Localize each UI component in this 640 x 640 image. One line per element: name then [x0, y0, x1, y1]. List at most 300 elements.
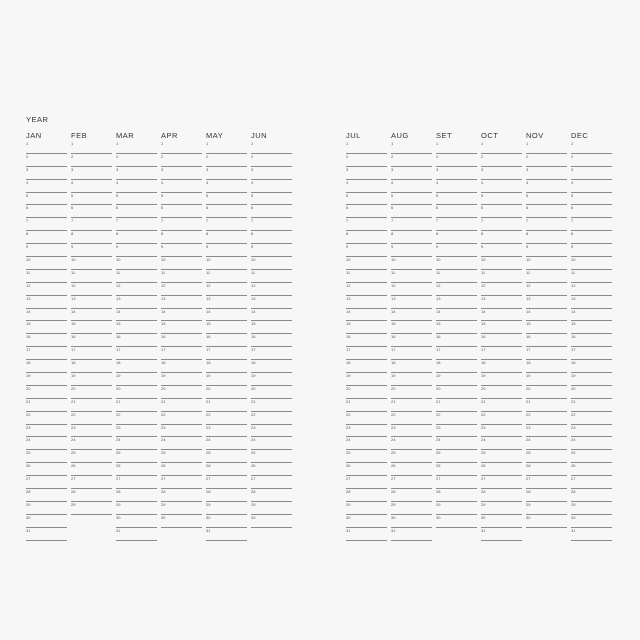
day-row[interactable] — [571, 399, 612, 412]
day-row[interactable] — [346, 167, 387, 180]
day-row[interactable] — [71, 502, 112, 515]
day-row[interactable] — [571, 205, 612, 218]
day-row[interactable] — [161, 257, 202, 270]
day-row[interactable] — [481, 193, 522, 206]
day-row[interactable] — [391, 425, 432, 438]
day-row[interactable] — [251, 154, 292, 167]
day-row[interactable] — [481, 309, 522, 322]
day-row[interactable] — [161, 334, 202, 347]
day-row[interactable] — [161, 141, 202, 154]
day-row[interactable] — [26, 205, 67, 218]
day-row[interactable] — [206, 360, 247, 373]
day-row[interactable] — [116, 321, 157, 334]
day-row[interactable] — [481, 334, 522, 347]
day-row[interactable] — [71, 244, 112, 257]
day-row[interactable] — [391, 270, 432, 283]
day-row[interactable] — [161, 154, 202, 167]
day-row[interactable] — [481, 450, 522, 463]
day-row[interactable] — [481, 180, 522, 193]
day-row[interactable] — [251, 399, 292, 412]
day-row[interactable] — [526, 205, 567, 218]
day-row[interactable] — [116, 244, 157, 257]
day-row[interactable] — [161, 476, 202, 489]
day-row[interactable] — [571, 309, 612, 322]
day-row[interactable] — [251, 309, 292, 322]
day-row[interactable] — [26, 476, 67, 489]
day-row[interactable] — [26, 399, 67, 412]
day-row[interactable] — [526, 270, 567, 283]
day-row[interactable] — [71, 270, 112, 283]
day-row[interactable] — [161, 321, 202, 334]
day-row[interactable] — [346, 296, 387, 309]
day-row[interactable] — [436, 321, 477, 334]
day-row[interactable] — [481, 154, 522, 167]
day-row[interactable] — [571, 257, 612, 270]
day-row[interactable] — [71, 489, 112, 502]
day-row[interactable] — [571, 244, 612, 257]
day-row[interactable] — [571, 141, 612, 154]
day-row[interactable] — [346, 231, 387, 244]
day-row[interactable] — [481, 463, 522, 476]
day-row[interactable] — [346, 528, 387, 541]
day-row[interactable] — [346, 502, 387, 515]
day-row[interactable] — [571, 218, 612, 231]
day-row[interactable] — [391, 205, 432, 218]
day-row[interactable] — [206, 141, 247, 154]
day-row[interactable] — [481, 244, 522, 257]
day-row[interactable] — [346, 154, 387, 167]
day-row[interactable] — [116, 528, 157, 541]
day-row[interactable] — [391, 167, 432, 180]
day-row[interactable] — [571, 463, 612, 476]
day-row[interactable] — [71, 334, 112, 347]
day-row[interactable] — [391, 463, 432, 476]
day-row[interactable] — [436, 283, 477, 296]
day-row[interactable] — [391, 321, 432, 334]
day-row[interactable] — [251, 334, 292, 347]
day-row[interactable] — [26, 180, 67, 193]
day-row[interactable] — [116, 154, 157, 167]
day-row[interactable] — [161, 489, 202, 502]
day-row[interactable] — [571, 476, 612, 489]
day-row[interactable] — [526, 412, 567, 425]
day-row[interactable] — [206, 154, 247, 167]
day-row[interactable] — [571, 489, 612, 502]
day-row[interactable] — [116, 193, 157, 206]
day-row[interactable] — [391, 154, 432, 167]
day-row[interactable] — [436, 425, 477, 438]
day-row[interactable] — [571, 347, 612, 360]
day-row[interactable] — [436, 386, 477, 399]
day-row[interactable] — [251, 373, 292, 386]
day-row[interactable] — [571, 386, 612, 399]
day-row[interactable] — [116, 476, 157, 489]
day-row[interactable] — [26, 373, 67, 386]
day-row[interactable] — [571, 373, 612, 386]
day-row[interactable] — [26, 412, 67, 425]
day-row[interactable] — [571, 283, 612, 296]
day-row[interactable] — [251, 167, 292, 180]
day-row[interactable] — [26, 347, 67, 360]
day-row[interactable] — [526, 347, 567, 360]
day-row[interactable] — [71, 412, 112, 425]
day-row[interactable] — [391, 334, 432, 347]
day-row[interactable] — [526, 154, 567, 167]
day-row[interactable] — [481, 502, 522, 515]
day-row[interactable] — [251, 476, 292, 489]
day-row[interactable] — [526, 425, 567, 438]
day-row[interactable] — [161, 309, 202, 322]
day-row[interactable] — [481, 167, 522, 180]
day-row[interactable] — [391, 399, 432, 412]
day-row[interactable] — [206, 205, 247, 218]
day-row[interactable] — [71, 231, 112, 244]
day-row[interactable] — [116, 257, 157, 270]
day-row[interactable] — [26, 334, 67, 347]
day-row[interactable] — [481, 412, 522, 425]
day-row[interactable] — [346, 360, 387, 373]
day-row[interactable] — [526, 437, 567, 450]
day-row[interactable] — [391, 296, 432, 309]
day-row[interactable] — [251, 257, 292, 270]
day-row[interactable] — [481, 515, 522, 528]
day-row[interactable] — [391, 515, 432, 528]
day-row[interactable] — [116, 502, 157, 515]
day-row[interactable] — [71, 193, 112, 206]
day-row[interactable] — [346, 270, 387, 283]
day-row[interactable] — [26, 360, 67, 373]
day-row[interactable] — [161, 231, 202, 244]
day-row[interactable] — [206, 450, 247, 463]
day-row[interactable] — [116, 296, 157, 309]
day-row[interactable] — [391, 347, 432, 360]
day-row[interactable] — [526, 334, 567, 347]
day-row[interactable] — [116, 218, 157, 231]
day-row[interactable] — [436, 360, 477, 373]
day-row[interactable] — [116, 463, 157, 476]
day-row[interactable] — [26, 528, 67, 541]
day-row[interactable] — [526, 476, 567, 489]
day-row[interactable] — [571, 296, 612, 309]
day-row[interactable] — [346, 347, 387, 360]
day-row[interactable] — [391, 360, 432, 373]
day-row[interactable] — [346, 515, 387, 528]
day-row[interactable] — [161, 399, 202, 412]
day-row[interactable] — [346, 450, 387, 463]
day-row[interactable] — [436, 502, 477, 515]
day-row[interactable] — [251, 141, 292, 154]
day-row[interactable] — [526, 321, 567, 334]
day-row[interactable] — [251, 283, 292, 296]
day-row[interactable] — [71, 386, 112, 399]
day-row[interactable] — [26, 141, 67, 154]
day-row[interactable] — [571, 425, 612, 438]
day-row[interactable] — [526, 360, 567, 373]
day-row[interactable] — [26, 193, 67, 206]
day-row[interactable] — [251, 270, 292, 283]
day-row[interactable] — [391, 231, 432, 244]
day-row[interactable] — [481, 373, 522, 386]
day-row[interactable] — [391, 502, 432, 515]
day-row[interactable] — [206, 489, 247, 502]
day-row[interactable] — [206, 347, 247, 360]
day-row[interactable] — [251, 450, 292, 463]
day-row[interactable] — [206, 502, 247, 515]
day-row[interactable] — [526, 399, 567, 412]
day-row[interactable] — [206, 257, 247, 270]
day-row[interactable] — [26, 154, 67, 167]
day-row[interactable] — [251, 321, 292, 334]
day-row[interactable] — [526, 386, 567, 399]
day-row[interactable] — [71, 425, 112, 438]
day-row[interactable] — [71, 476, 112, 489]
day-row[interactable] — [526, 257, 567, 270]
day-row[interactable] — [436, 489, 477, 502]
day-row[interactable] — [161, 515, 202, 528]
day-row[interactable] — [526, 218, 567, 231]
day-row[interactable] — [346, 218, 387, 231]
day-row[interactable] — [571, 528, 612, 541]
day-row[interactable] — [436, 450, 477, 463]
day-row[interactable] — [71, 373, 112, 386]
day-row[interactable] — [391, 476, 432, 489]
day-row[interactable] — [346, 412, 387, 425]
day-row[interactable] — [26, 283, 67, 296]
day-row[interactable] — [436, 231, 477, 244]
day-row[interactable] — [71, 141, 112, 154]
day-row[interactable] — [161, 502, 202, 515]
day-row[interactable] — [206, 296, 247, 309]
day-row[interactable] — [161, 360, 202, 373]
day-row[interactable] — [206, 386, 247, 399]
day-row[interactable] — [116, 450, 157, 463]
day-row[interactable] — [526, 180, 567, 193]
day-row[interactable] — [71, 180, 112, 193]
day-row[interactable] — [391, 193, 432, 206]
day-row[interactable] — [206, 270, 247, 283]
day-row[interactable] — [251, 489, 292, 502]
day-row[interactable] — [436, 437, 477, 450]
day-row[interactable] — [391, 450, 432, 463]
day-row[interactable] — [206, 476, 247, 489]
day-row[interactable] — [161, 218, 202, 231]
day-row[interactable] — [391, 257, 432, 270]
day-row[interactable] — [346, 373, 387, 386]
day-row[interactable] — [206, 373, 247, 386]
day-row[interactable] — [161, 180, 202, 193]
day-row[interactable] — [251, 218, 292, 231]
day-row[interactable] — [71, 154, 112, 167]
day-row[interactable] — [526, 296, 567, 309]
day-row[interactable] — [346, 283, 387, 296]
day-row[interactable] — [526, 463, 567, 476]
day-row[interactable] — [161, 425, 202, 438]
day-row[interactable] — [346, 309, 387, 322]
day-row[interactable] — [346, 437, 387, 450]
day-row[interactable] — [116, 412, 157, 425]
day-row[interactable] — [436, 296, 477, 309]
day-row[interactable] — [206, 218, 247, 231]
day-row[interactable] — [346, 425, 387, 438]
day-row[interactable] — [206, 231, 247, 244]
day-row[interactable] — [251, 296, 292, 309]
day-row[interactable] — [526, 373, 567, 386]
day-row[interactable] — [436, 476, 477, 489]
day-row[interactable] — [161, 270, 202, 283]
day-row[interactable] — [206, 244, 247, 257]
day-row[interactable] — [346, 205, 387, 218]
day-row[interactable] — [251, 360, 292, 373]
day-row[interactable] — [571, 321, 612, 334]
day-row[interactable] — [571, 231, 612, 244]
day-row[interactable] — [161, 205, 202, 218]
day-row[interactable] — [71, 218, 112, 231]
day-row[interactable] — [436, 244, 477, 257]
day-row[interactable] — [26, 502, 67, 515]
day-row[interactable] — [481, 270, 522, 283]
day-row[interactable] — [206, 321, 247, 334]
day-row[interactable] — [116, 167, 157, 180]
day-row[interactable] — [436, 373, 477, 386]
day-row[interactable] — [346, 180, 387, 193]
day-row[interactable] — [346, 244, 387, 257]
day-row[interactable] — [346, 463, 387, 476]
day-row[interactable] — [346, 257, 387, 270]
day-row[interactable] — [346, 334, 387, 347]
day-row[interactable] — [436, 257, 477, 270]
day-row[interactable] — [481, 476, 522, 489]
day-row[interactable] — [206, 463, 247, 476]
day-row[interactable] — [346, 386, 387, 399]
day-row[interactable] — [436, 515, 477, 528]
day-row[interactable] — [481, 283, 522, 296]
day-row[interactable] — [116, 347, 157, 360]
day-row[interactable] — [526, 515, 567, 528]
day-row[interactable] — [571, 334, 612, 347]
day-row[interactable] — [571, 180, 612, 193]
day-row[interactable] — [346, 141, 387, 154]
day-row[interactable] — [346, 476, 387, 489]
day-row[interactable] — [571, 167, 612, 180]
day-row[interactable] — [251, 180, 292, 193]
day-row[interactable] — [26, 244, 67, 257]
day-row[interactable] — [116, 425, 157, 438]
day-row[interactable] — [116, 437, 157, 450]
day-row[interactable] — [526, 167, 567, 180]
day-row[interactable] — [71, 463, 112, 476]
day-row[interactable] — [526, 489, 567, 502]
day-row[interactable] — [251, 386, 292, 399]
day-row[interactable] — [436, 399, 477, 412]
day-row[interactable] — [481, 231, 522, 244]
day-row[interactable] — [26, 167, 67, 180]
day-row[interactable] — [436, 167, 477, 180]
day-row[interactable] — [116, 399, 157, 412]
day-row[interactable] — [571, 450, 612, 463]
day-row[interactable] — [251, 193, 292, 206]
day-row[interactable] — [116, 141, 157, 154]
day-row[interactable] — [391, 283, 432, 296]
day-row[interactable] — [206, 167, 247, 180]
day-row[interactable] — [26, 231, 67, 244]
day-row[interactable] — [391, 412, 432, 425]
day-row[interactable] — [206, 425, 247, 438]
day-row[interactable] — [26, 489, 67, 502]
day-row[interactable] — [346, 193, 387, 206]
day-row[interactable] — [251, 502, 292, 515]
day-row[interactable] — [571, 437, 612, 450]
day-row[interactable] — [206, 412, 247, 425]
day-row[interactable] — [391, 489, 432, 502]
day-row[interactable] — [526, 309, 567, 322]
day-row[interactable] — [391, 141, 432, 154]
day-row[interactable] — [71, 437, 112, 450]
day-row[interactable] — [26, 425, 67, 438]
day-row[interactable] — [26, 309, 67, 322]
day-row[interactable] — [391, 218, 432, 231]
day-row[interactable] — [251, 231, 292, 244]
day-row[interactable] — [161, 386, 202, 399]
day-row[interactable] — [391, 309, 432, 322]
day-row[interactable] — [526, 283, 567, 296]
day-row[interactable] — [161, 347, 202, 360]
day-row[interactable] — [26, 218, 67, 231]
day-row[interactable] — [436, 309, 477, 322]
day-row[interactable] — [71, 360, 112, 373]
day-row[interactable] — [161, 412, 202, 425]
day-row[interactable] — [116, 386, 157, 399]
day-row[interactable] — [481, 205, 522, 218]
day-row[interactable] — [26, 515, 67, 528]
day-row[interactable] — [116, 231, 157, 244]
day-row[interactable] — [206, 193, 247, 206]
day-row[interactable] — [206, 528, 247, 541]
day-row[interactable] — [571, 154, 612, 167]
day-row[interactable] — [251, 425, 292, 438]
day-row[interactable] — [251, 463, 292, 476]
day-row[interactable] — [571, 360, 612, 373]
day-row[interactable] — [526, 450, 567, 463]
day-row[interactable] — [571, 193, 612, 206]
day-row[interactable] — [71, 450, 112, 463]
day-row[interactable] — [71, 321, 112, 334]
day-row[interactable] — [161, 437, 202, 450]
day-row[interactable] — [161, 450, 202, 463]
day-row[interactable] — [71, 283, 112, 296]
day-row[interactable] — [571, 515, 612, 528]
day-row[interactable] — [26, 321, 67, 334]
day-row[interactable] — [251, 412, 292, 425]
day-row[interactable] — [481, 141, 522, 154]
day-row[interactable] — [436, 141, 477, 154]
day-row[interactable] — [251, 515, 292, 528]
day-row[interactable] — [346, 399, 387, 412]
day-row[interactable] — [391, 180, 432, 193]
day-row[interactable] — [526, 193, 567, 206]
day-row[interactable] — [161, 463, 202, 476]
day-row[interactable] — [571, 412, 612, 425]
day-row[interactable] — [71, 257, 112, 270]
day-row[interactable] — [251, 347, 292, 360]
day-row[interactable] — [206, 515, 247, 528]
day-row[interactable] — [26, 437, 67, 450]
day-row[interactable] — [206, 283, 247, 296]
day-row[interactable] — [481, 218, 522, 231]
day-row[interactable] — [161, 193, 202, 206]
day-row[interactable] — [481, 321, 522, 334]
day-row[interactable] — [436, 193, 477, 206]
day-row[interactable] — [161, 167, 202, 180]
